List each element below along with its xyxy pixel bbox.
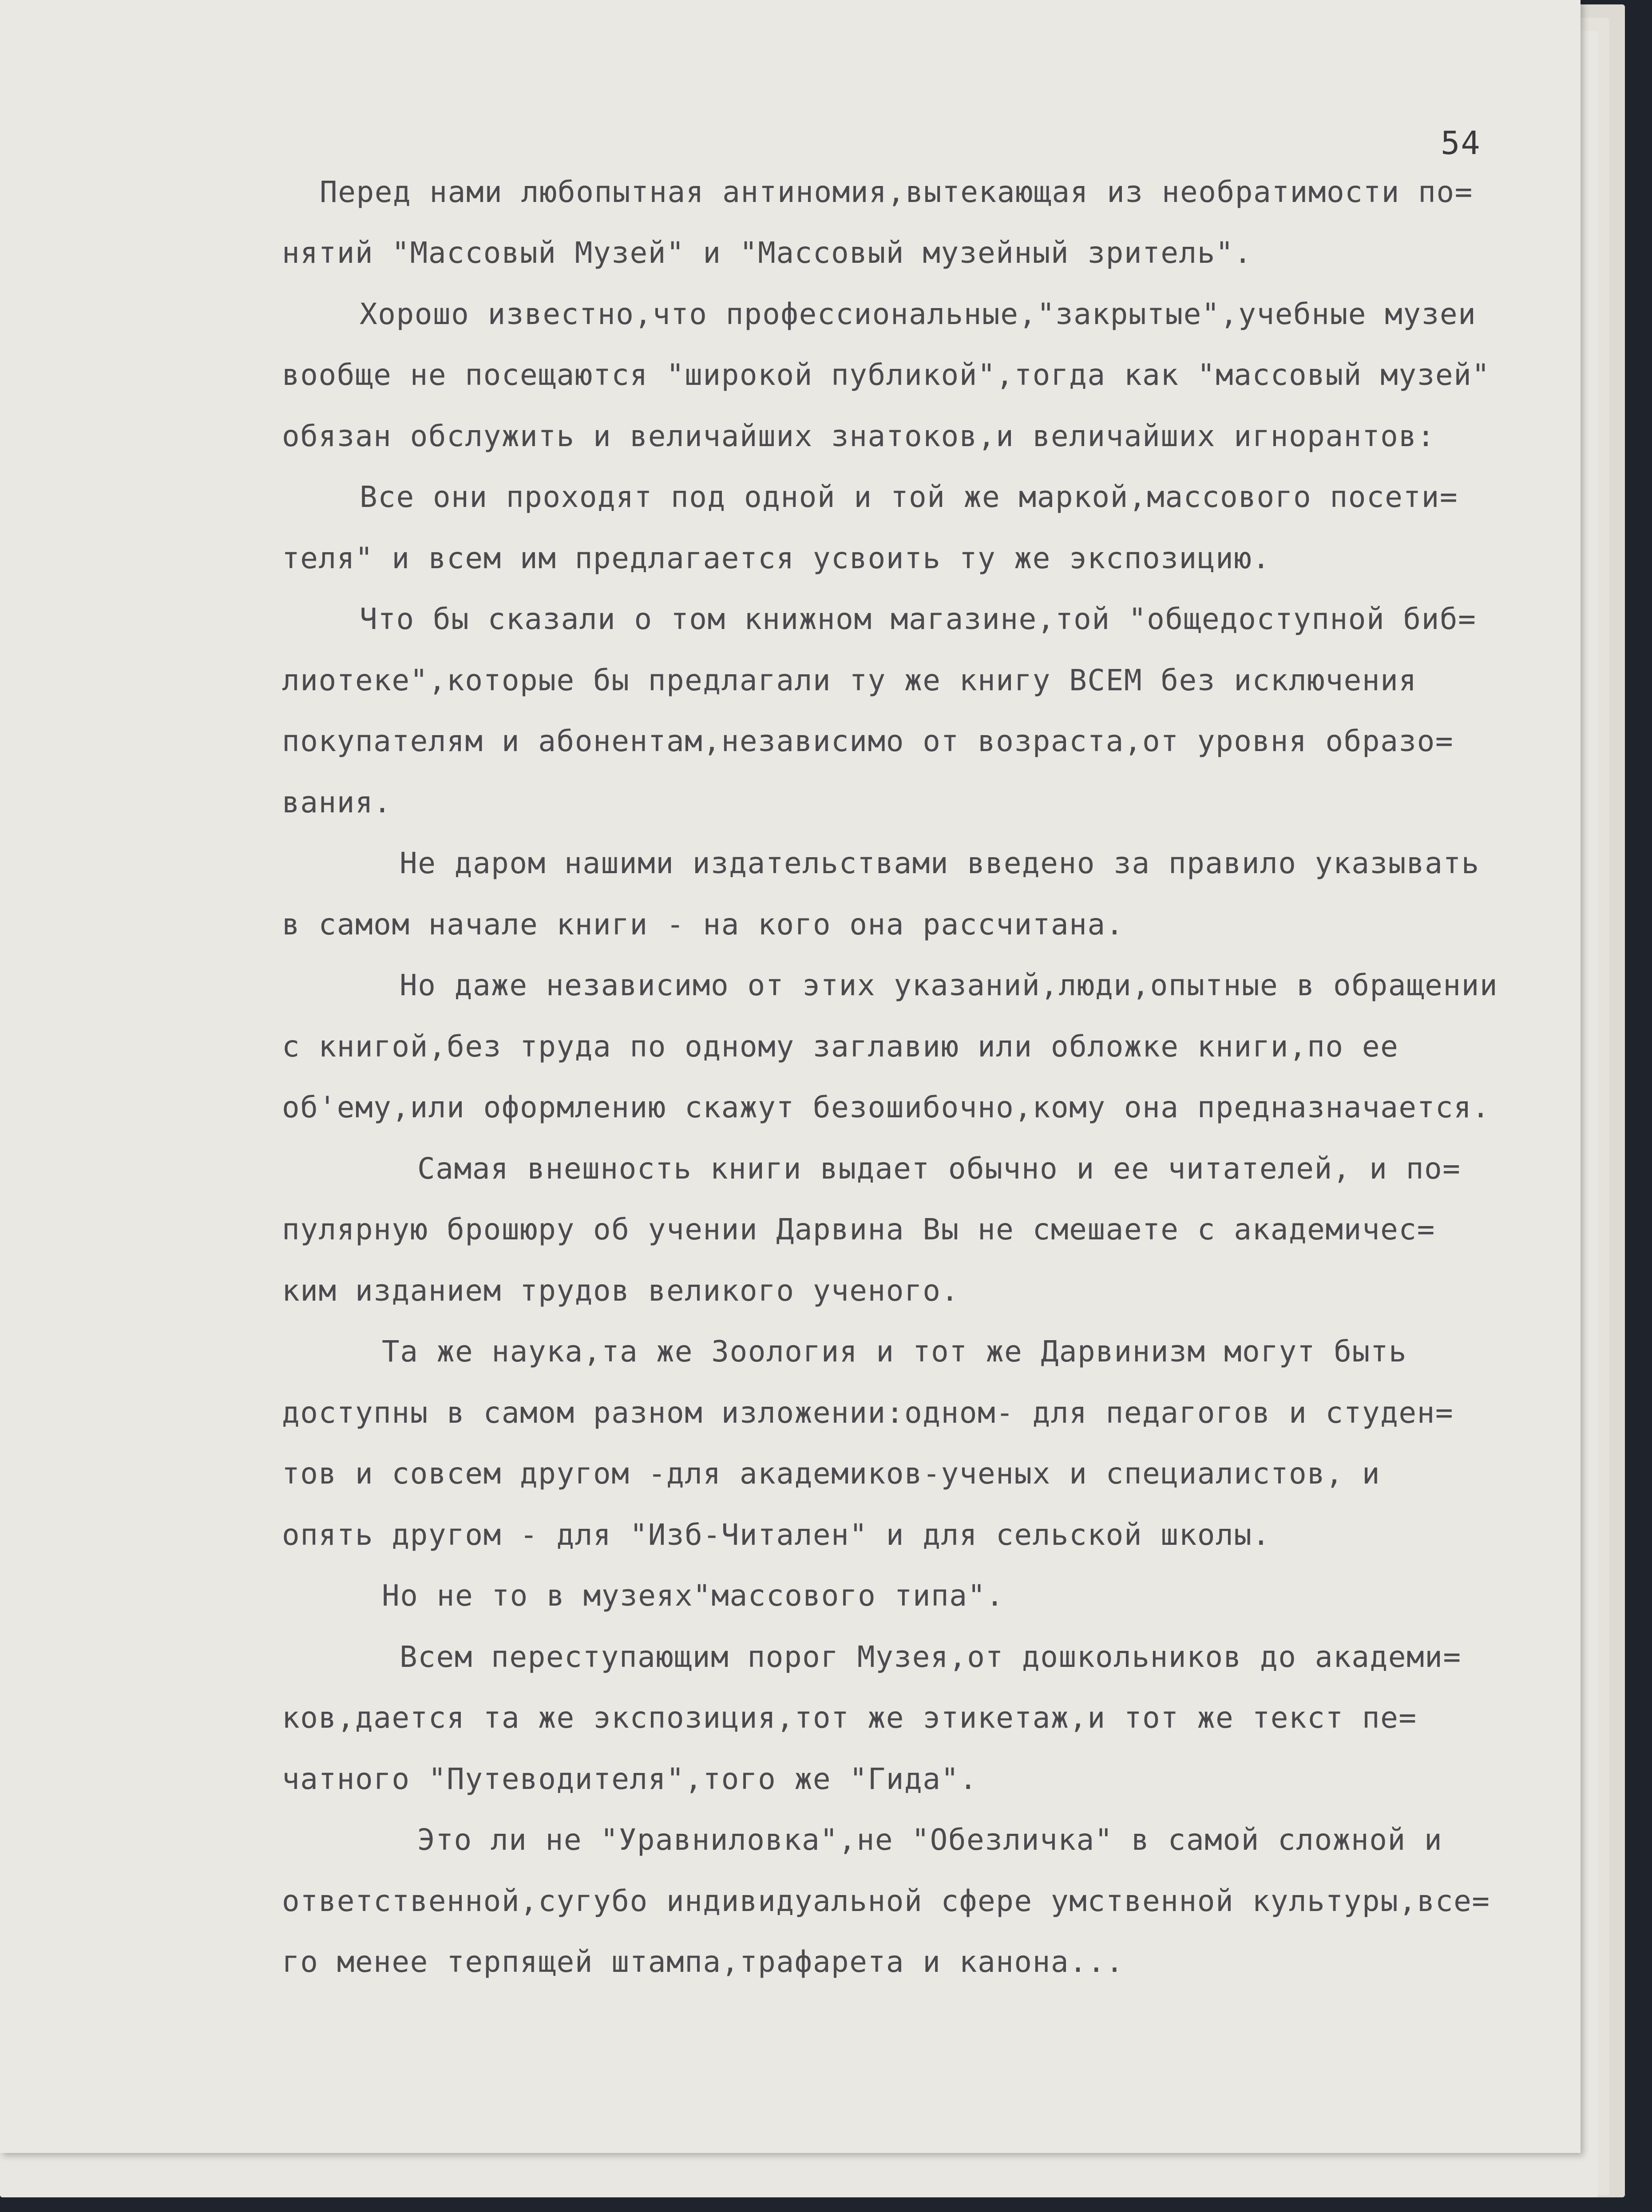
text-line: об'ему,или оформлению скажут безошибочно,кому она предназначается. [282,1090,1490,1124]
text-line: го менее терпящей штампа,трафарета и канона... [282,1945,1124,1979]
text-line: Все они проходят под одной и той же маркой,массового посети= [360,480,1458,514]
text-line: Хорошо известно,что профессиональные,"закрытые",учебные музеи [360,297,1477,331]
text-line: Самая внешность книги выдает обычно и ее читателей, и по= [417,1152,1461,1186]
text-line: Та же наука,та же Зоология и тот же Дарвинизм могут быть [382,1334,1407,1369]
text-line: покупателям и абонентам,независимо от возраста,от уровня образо= [282,724,1454,758]
text-line: доступны в самом разном изложении:одном- для педагогов и студен= [282,1396,1454,1430]
text-line: Что бы сказали о том книжном магазине,той "общедоступной биб= [360,602,1477,636]
text-line: Не даром нашими издательствами введено за правило указывать [400,846,1480,880]
text-line: теля" и всем им предлагается усвоить ту же экспозицию. [282,541,1271,575]
text-line: Всем переступающим порог Музея,от дошкольников до академи= [400,1640,1462,1674]
page-number: 54 [1441,124,1481,162]
text-line: с книгой,без труда по одному заглавию или обложке книги,по ее [282,1029,1399,1064]
text-line: вания. [282,785,392,819]
text-line: Перед нами любопытная антиномия,вытекающая из необратимости по= [320,175,1473,209]
text-line: ков,дается та же экспозиция,тот же этикетаж,и тот же текст пе= [282,1701,1417,1735]
text-line: Но даже независимо от этих указаний,люди,опытные в обращении [400,968,1498,1002]
text-line: тов и совсем другом -для академиков-ученых и специалистов, и [282,1456,1381,1491]
text-line: в самом начале книги - на кого она рассчитана. [282,907,1124,942]
text-line: нятий "Массовый Музей" и "Массовый музейный зритель". [282,236,1252,270]
text-line: Но не то в музеях"массового типа". [382,1579,1005,1613]
text-line: пулярную брошюру об учении Дарвина Вы не смешаете с академичес= [282,1212,1435,1246]
text-line: ким изданием трудов великого ученого. [282,1274,959,1308]
text-line: чатного "Путеводителя",того же "Гида". [282,1762,978,1796]
text-line: обязан обслужить и величайших знатоков,и величайших игнорантов: [282,419,1435,453]
text-line: вообще не посещаются "широкой публикой",тогда как "массовый музей" [282,358,1490,392]
text-line: лиотеке",которые бы предлагали ту же книгу ВСЕМ без исключения [282,663,1417,697]
text-line: опять другом - для "Изб-Читален" и для сельской школы. [282,1518,1271,1552]
text-line: Это ли не "Уравниловка",не "Обезличка" в самой сложной и [417,1823,1443,1857]
text-line: ответственной,сугубо индивидуальной сфере умственной культуры,все= [282,1884,1490,1918]
